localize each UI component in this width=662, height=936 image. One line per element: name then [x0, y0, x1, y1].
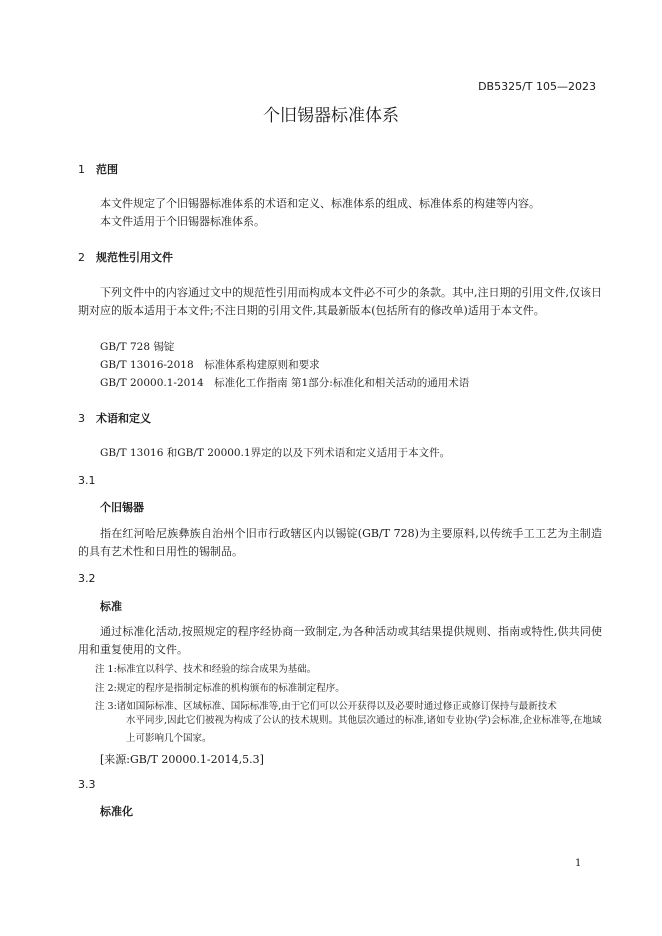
document-code: DB5325/T 105—2023: [478, 80, 596, 93]
term-definition: 通过标准化活动,按照规定的程序经协商一致制定,为各种活动或其结果提供规则、指南或特性,供共同使用和重复使用的文件。: [78, 625, 602, 656]
terms-intro: GB/T 13016 和GB/T 20000.1界定的以及下列术语和定义适用于本文件。: [100, 447, 451, 459]
clause-number: 3.2: [78, 572, 96, 585]
page-title: 个旧锡器标准体系: [263, 106, 399, 126]
note-2: 注 2:规定的程序是指制定标准的机构颁布的标准制定程序。: [95, 683, 345, 694]
reference-item: GB/T 728 锡锭: [100, 341, 175, 353]
section-3-heading: [78, 410, 151, 426]
section-3-title: 术语和定义: [96, 412, 151, 425]
normative-references-paragraph: 下列文件中的内容通过文中的规范性引用而构成本文件必不可少的条款。其中,注日期的引用文件,仅该日期对应的版本适用于本文件;不注日期的引用文件,其最新版本(包括所有的修改单)适用于本文件。: [78, 286, 602, 317]
section-1-number: 1: [78, 163, 85, 176]
section-1-title: 范围: [96, 163, 118, 176]
note-3-continuation: 水平同步,因此它们被视为构成了公认的技术规则。其他层次通过的标准,诸如专业协(学)会标准,企业标准等,在地域上可影响几个国家。: [126, 715, 602, 744]
scope-paragraph-1: 本文件规定了个旧锡器标准体系的术语和定义、标准体系的组成、标准体系的构建等内容。: [100, 197, 540, 210]
note-3: 注 3:诸如国际标准、区域标准、国际标准等,由于它们可以公开获得以及必要时通过修正或修订保持与最新技术: [95, 701, 557, 712]
term-heading: 标准: [100, 600, 122, 613]
clause-number: 3.1: [78, 474, 96, 487]
section-2-heading: [78, 249, 173, 265]
term-heading: 标准化: [100, 805, 133, 818]
clause-number: 3.3: [78, 778, 96, 791]
section-2-title: 规范性引用文件: [96, 251, 173, 264]
section-3-number: 3: [78, 412, 85, 425]
term-heading: 个旧锡器: [100, 501, 144, 514]
source-citation: [来源:GB/T 20000.1-2014,5.3]: [100, 753, 264, 766]
reference-item: GB/T 13016-2018 标准体系构建原则和要求: [100, 359, 320, 371]
reference-item: GB/T 20000.1-2014 标准化工作指南 第1部分:标准化和相关活动的通用术语: [100, 377, 470, 389]
term-definition: 指在红河哈尼族彝族自治州个旧市行政辖区内以锡锭(GB/T 728)为主要原料,以传统手工工艺为主制造的具有艺术性和日用性的锡制品。: [78, 527, 602, 558]
scope-paragraph-2: 本文件适用于个旧锡器标准体系。: [100, 215, 265, 228]
note-1: 注 1:标准宜以科学、技术和经验的综合成果为基础。: [95, 664, 317, 675]
page-number: 1: [575, 858, 582, 869]
section-2-number: 2: [78, 251, 85, 264]
section-1-heading: [78, 161, 118, 177]
